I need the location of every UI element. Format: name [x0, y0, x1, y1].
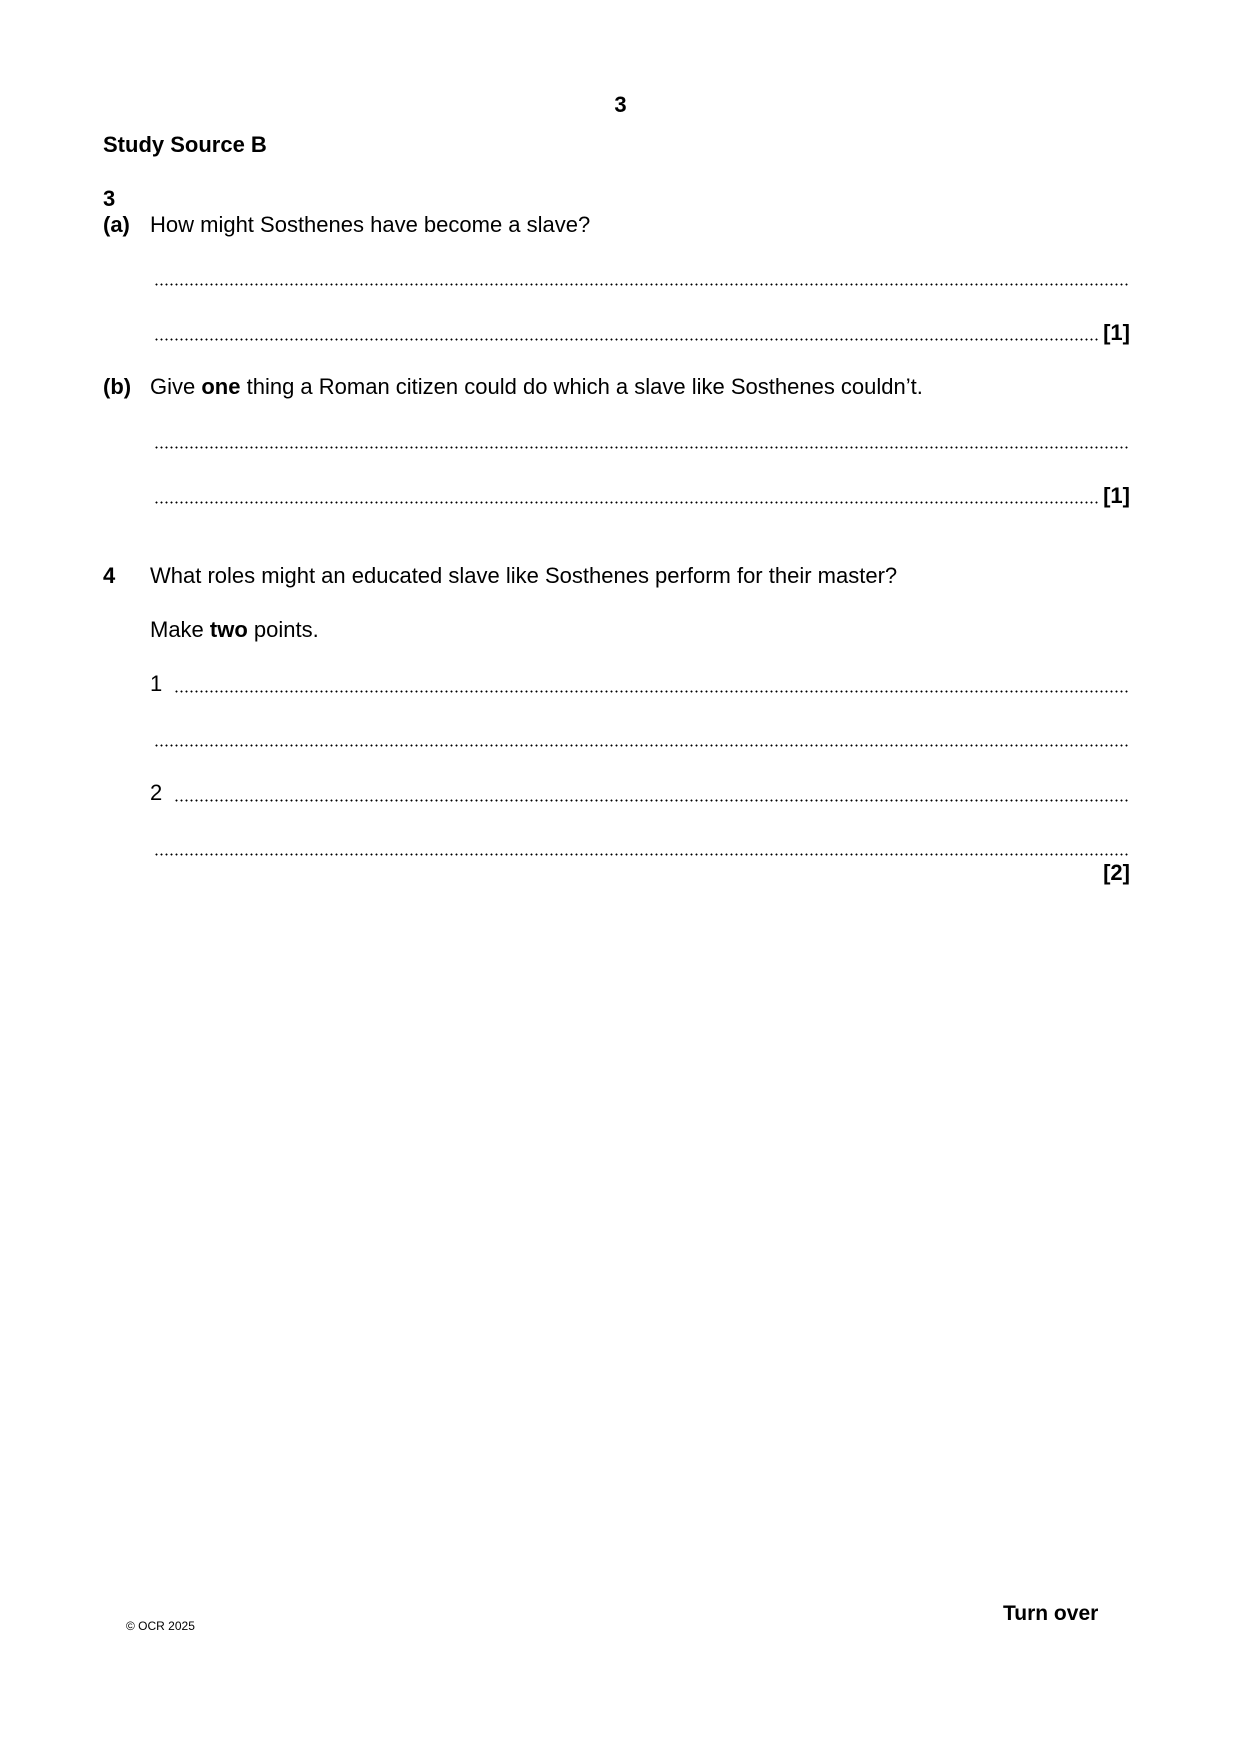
marks-4: [2]	[1103, 860, 1130, 885]
answer-line-3b-1[interactable]	[154, 446, 1129, 449]
question-4-instruction-bold: two	[209, 617, 248, 642]
question-3b-text-before: Give	[150, 374, 202, 399]
answer-line-3b-2[interactable]	[154, 501, 1099, 504]
answer-line-4-3[interactable]	[174, 799, 1129, 802]
question-4-instruction	[150, 617, 319, 643]
footer-turn-over: Turn over	[1003, 1602, 1099, 1625]
question-3b-text-after: thing a Roman citizen could do which a slave like Sosthenes couldn’t.	[240, 374, 923, 399]
question-3b-label: (b)	[103, 374, 132, 399]
question-4-instruction-before: Make	[150, 617, 210, 642]
section-heading: Study Source B	[103, 132, 267, 157]
question-3a-label: (a)	[103, 212, 130, 237]
point-1-label: 1	[150, 671, 163, 696]
question-4-instruction-after: points.	[247, 617, 319, 642]
question-3b-text	[150, 374, 923, 400]
page-number: 3	[614, 92, 627, 117]
marks-3b: [1]	[1103, 483, 1130, 508]
question-4-number: 4	[103, 563, 116, 588]
question-3b-text-bold: one	[201, 374, 241, 399]
answer-line-4-1[interactable]	[174, 690, 1129, 693]
question-3-number: 3	[103, 186, 116, 211]
answer-line-3a-1[interactable]	[154, 283, 1129, 286]
answer-line-4-2[interactable]	[154, 744, 1129, 747]
marks-3a: [1]	[1103, 320, 1130, 345]
point-2-label: 2	[150, 780, 163, 805]
answer-line-3a-2[interactable]	[154, 338, 1099, 341]
question-3a-text: How might Sosthenes have become a slave?	[150, 212, 591, 237]
footer-copyright: © OCR 2025	[126, 1619, 195, 1633]
answer-line-4-4[interactable]	[154, 853, 1129, 856]
question-4-text: What roles might an educated slave like Sosthenes perform for their master?	[150, 563, 898, 588]
